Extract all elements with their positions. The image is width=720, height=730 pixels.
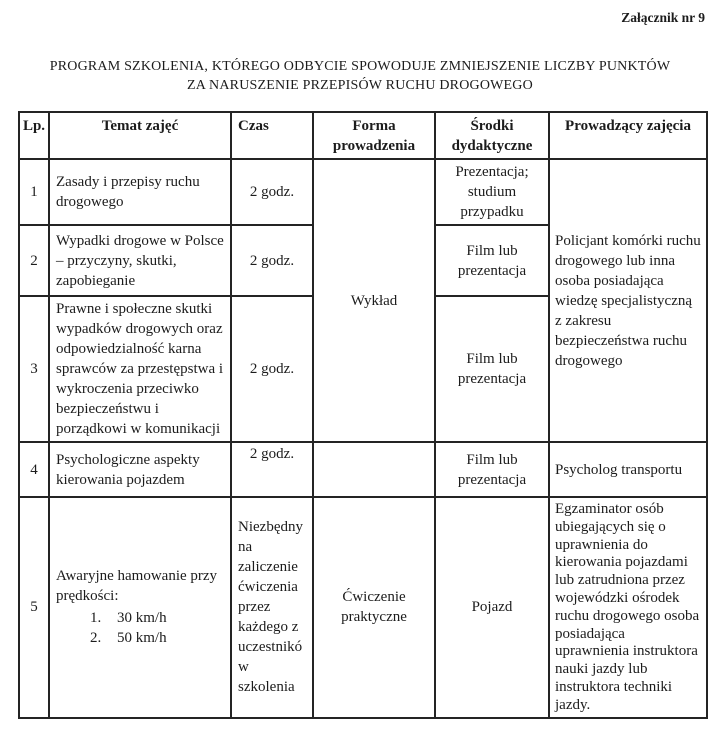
attachment-label: Załącznik nr 9 bbox=[621, 10, 705, 25]
cell-prowadzacy-5: Egzaminator osób ubiegających się o uprawnienia do kierowania pojazdami lub zatrudniona przez wojewódzki ośrodek ruchu drogowego osoba posiadająca uprawnienia instruktora nauki jazdy lub instruktora techniki jazdy. bbox=[549, 497, 707, 718]
list-item-text: 30 km/h bbox=[117, 610, 167, 627]
cell-srodki-2: Film lub prezentacja bbox=[435, 225, 549, 296]
header-row bbox=[19, 112, 707, 159]
cell-srodki-5: Pojazd bbox=[435, 497, 549, 718]
cell-lp-3: 3 bbox=[19, 296, 49, 442]
cell-forma-5: Ćwiczenie praktyczne bbox=[313, 497, 435, 718]
cell-prowadzacy-rows-1-3: Policjant komórki ruchu drogowego lub inna osoba posiadająca wiedzę specjalistyczną z zakresu bezpieczeństwa ruchu drogowego bbox=[549, 159, 707, 442]
header-prowadzacy: Prowadzący zajęcia bbox=[549, 112, 707, 159]
cell-forma-4 bbox=[313, 442, 435, 497]
cell-czas-5: Niezbędny na zaliczenie ćwiczenia przez każdego z uczestników szkolenia bbox=[231, 497, 313, 718]
cell-srodki-3: Film lub prezentacja bbox=[435, 296, 549, 442]
cell-lp-1: 1 bbox=[19, 159, 49, 225]
cell-czas-3: 2 godz. bbox=[231, 296, 313, 442]
list-item bbox=[56, 628, 226, 648]
list-item bbox=[56, 608, 226, 628]
cell-lp-2: 2 bbox=[19, 225, 49, 296]
cell-lp-4: 4 bbox=[19, 442, 49, 497]
header-czas: Czas bbox=[231, 112, 313, 159]
list-item-number: 1. bbox=[90, 610, 102, 627]
table-row-5 bbox=[19, 497, 707, 718]
cell-forma-rows-1-3: Wykład bbox=[313, 159, 435, 442]
temat-5-intro: Awaryjne hamowanie przy prędkości: bbox=[56, 568, 218, 605]
cell-temat-2: Wypadki drogowe w Polsce – przyczyny, skutki, zapobieganie bbox=[49, 225, 231, 296]
header-forma: Forma prowadzenia bbox=[313, 112, 435, 159]
cell-temat-5 bbox=[49, 497, 231, 718]
cell-czas-1: 2 godz. bbox=[231, 159, 313, 225]
cell-lp-5: 5 bbox=[19, 497, 49, 718]
cell-temat-1: Zasady i przepisy ruchu drogowego bbox=[49, 159, 231, 225]
list-item-text: 50 km/h bbox=[117, 630, 167, 647]
header-srodki: Środki dydaktyczne bbox=[435, 112, 549, 159]
header-lp: Lp. bbox=[19, 112, 49, 159]
cell-srodki-4: Film lub prezentacja bbox=[435, 442, 549, 497]
document-title bbox=[0, 57, 720, 95]
cell-temat-4: Psychologiczne aspekty kierowania pojazdem bbox=[49, 442, 231, 497]
temat-5-list bbox=[56, 608, 226, 648]
training-program-table bbox=[18, 111, 708, 719]
table-row-1 bbox=[19, 159, 707, 225]
title-line-2: ZA NARUSZENIE PRZEPISÓW RUCHU DROGOWEGO bbox=[187, 78, 533, 93]
cell-srodki-1: Prezentacja; studium przypadku bbox=[435, 159, 549, 225]
table-row-4 bbox=[19, 442, 707, 497]
cell-prowadzacy-4: Psycholog transportu bbox=[549, 442, 707, 497]
cell-temat-3: Prawne i społeczne skutki wypadków drogowych oraz odpowiedzialność karna sprawców za przestępstwa i wykroczenia przeciwko bezpieczeństwu i porządkowi w komunikacji bbox=[49, 296, 231, 442]
cell-czas-4: 2 godz. bbox=[231, 442, 313, 497]
title-line-1: PROGRAM SZKOLENIA, KTÓREGO ODBYCIE SPOWODUJE ZMNIEJSZENIE LICZBY PUNKTÓW bbox=[49, 59, 671, 74]
header-temat: Temat zajęć bbox=[49, 112, 231, 159]
list-item-number: 2. bbox=[90, 630, 102, 647]
cell-czas-2: 2 godz. bbox=[231, 225, 313, 296]
